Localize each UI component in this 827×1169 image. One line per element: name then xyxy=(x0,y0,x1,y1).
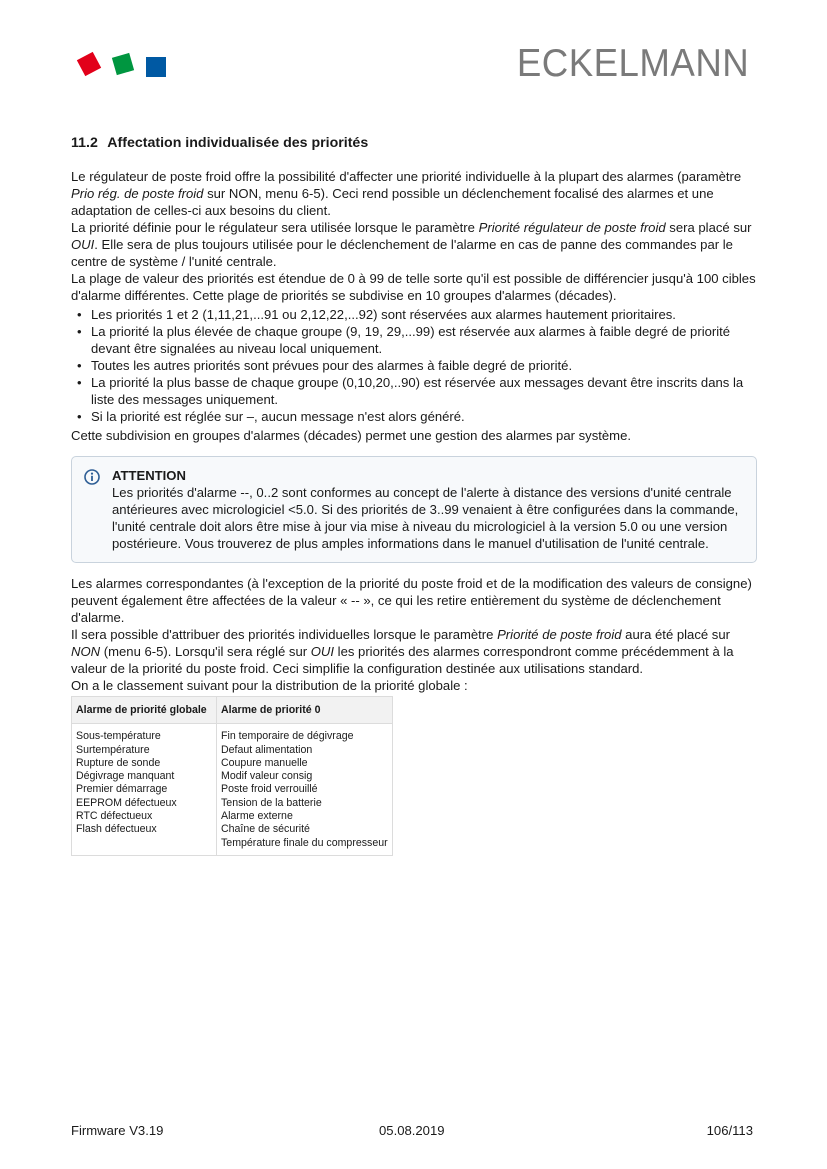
attention-text: Les priorités d'alarme --, 0..2 sont conformes au concept de l'alerte à distance des versions d'unité centrale antérieures avec micrologiciel <5.0. Si des priorités de 3..99 venaient à être configurées dans la commande, l'unité centrale doit alors être mise à jour via mise à niveau du micrologiciel à la version 5.0 ou une version postérieure. Vous trouverez de plus amples informations dans le manuel d'utilisation de l'unité centrale. xyxy=(112,485,739,551)
paragraph-individual-priorities: Il sera possible d'attribuer des priorités individuelles lorsque le paramètre Priorité de poste froid aura été placé sur NON (menu 6-5). Lorsqu'il sera réglé sur OUI les priorités des alarmes correspondront comme précédemment à la valeur de la priorité du poste froid. Ceci simplifie la configuration destinée aux utilisations standard. xyxy=(71,627,734,676)
eckelmann-logo xyxy=(74,50,168,80)
logo-green-diamond xyxy=(112,53,134,75)
page-content xyxy=(71,134,757,856)
attention-box xyxy=(71,456,757,563)
intro-paragraph-3: La plage de valeur des priorités est étendue de 0 à 99 de telle sorte qu'il est possible de différencier jusqu'à 100 cibles d'alarme différentes. Cette plage de priorités se subdivise en 10 groupes d'alarmes (décades). xyxy=(71,271,756,303)
footer-firmware: Firmware V3.19 xyxy=(71,1123,164,1138)
list-item: • La priorité la plus basse de chaque groupe (0,10,20,..90) est réservée aux messages devant être inscrits dans la liste des messages uniquement. xyxy=(71,374,757,408)
list-item: • La priorité la plus élevée de chaque groupe (9, 19, 29,...99) est réservée aux alarmes à faible degré de priorité devant être signalées au niveau local uniquement. xyxy=(71,323,757,357)
priority-bullet-list xyxy=(71,306,757,425)
intro-paragraph-2: La priorité définie pour le régulateur sera utilisée lorsque le paramètre Priorité régulateur de poste froid sera placé sur OUI. Elle sera de plus toujours utilisée pour le déclenchement de l'alarme en cas de panne des commandes par le centre de système / l'unité centrale. xyxy=(71,220,752,269)
logo-blue-square xyxy=(146,57,166,77)
logo-red-diamond xyxy=(77,52,101,76)
subdivision-paragraph: Cette subdivision en groupes d'alarmes (décades) permet une gestion des alarmes par système. xyxy=(71,428,632,443)
intro-paragraph-1: Le régulateur de poste froid offre la possibilité d'affecter une priorité individuelle à la plupart des alarmes (paramètre Prio rég. de poste froid sur NON, menu 6-5). Ceci rend possible un déclenchement focalisé des alarmes et une adaptation de celles-ci aux besoins du client. xyxy=(71,169,742,218)
global-priority-cell: Sous-température Surtempérature Rupture de sonde Dégivrage manquant Premier démarrage EEPROM défectueux RTC défectueux Flash défectueux xyxy=(72,724,217,856)
brand-name: ECKELMANN xyxy=(516,42,749,85)
info-icon xyxy=(84,469,100,485)
paragraph-corresponding-alarms: Les alarmes correspondantes (à l'exception de la priorité du poste froid et de la modification des valeurs de consigne) peuvent également être affectées de la valeur « -- », ce qui les retire entièrement du système de déclenchement d'alarme. xyxy=(71,576,752,625)
list-item: • Les priorités 1 et 2 (1,11,21,...91 ou 2,12,22,...92) sont réservées aux alarmes hautement prioritaires. xyxy=(71,306,757,323)
section-heading xyxy=(71,134,757,152)
footer-date: 05.08.2019 xyxy=(379,1123,445,1138)
attention-title: ATTENTION xyxy=(112,468,186,483)
priority-0-cell: Fin temporaire de dégivrage Defaut alimentation Coupure manuelle Modif valeur consig Poste froid verrouillé Tension de la batterie Alarme externe Chaîne de sécurité Température finale du compresseur xyxy=(217,724,393,856)
table-header-priority-0: Alarme de priorité 0 xyxy=(217,697,393,724)
table-row xyxy=(72,724,393,856)
section-number: 11.2 xyxy=(71,135,98,151)
priority-table xyxy=(71,696,393,856)
footer-page-number: 106/113 xyxy=(706,1123,753,1138)
paragraph-classification: On a le classement suivant pour la distribution de la priorité globale : xyxy=(71,678,468,693)
list-item: • Si la priorité est réglée sur –, aucun message n'est alors généré. xyxy=(71,408,757,425)
table-header-global: Alarme de priorité globale xyxy=(72,697,217,724)
section-title: Affectation individualisée des priorités xyxy=(107,135,369,151)
list-item: • Toutes les autres priorités sont prévues pour des alarmes à faible degré de priorité. xyxy=(71,357,757,374)
